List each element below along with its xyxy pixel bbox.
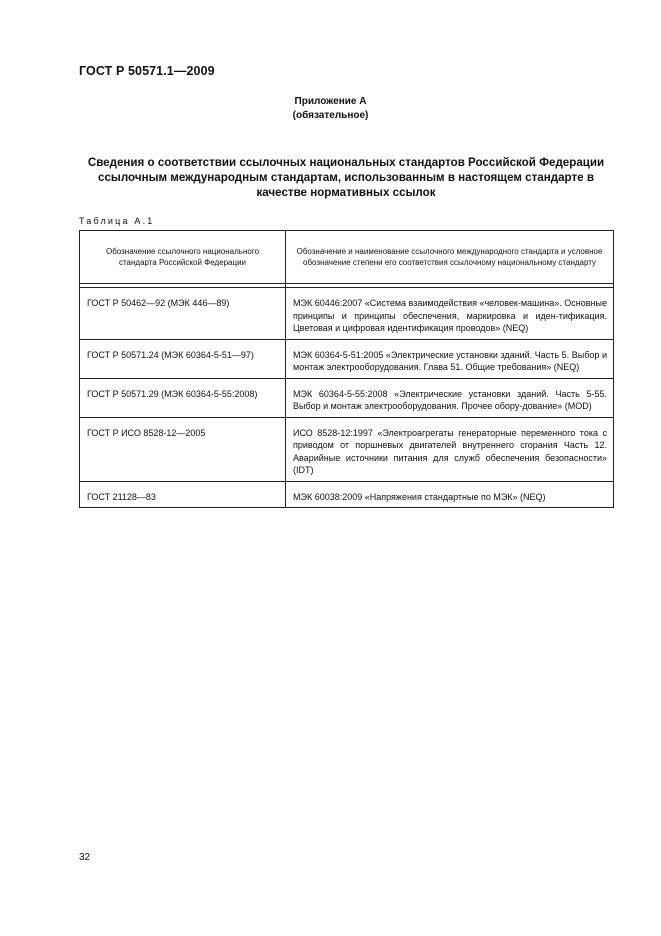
correspondence-table xyxy=(79,230,614,508)
page-number: 32 xyxy=(79,852,91,863)
table-row xyxy=(80,339,614,378)
international-standard-cell: МЭК 60364-5-55:2008 «Электрические установки зданий. Часть 5-55. Выбор и монтаж электрооборудования. Прочее обору-дование» (MOD) xyxy=(286,378,614,417)
appendix-status: (обязательное) xyxy=(292,110,369,121)
national-standard-cell: ГОСТ Р 50571.24 (МЭК 60364-5-51—97) xyxy=(80,339,286,378)
national-standard-cell: ГОСТ Р ИСО 8528-12—2005 xyxy=(80,417,286,481)
national-standard-cell: ГОСТ 21128—83 xyxy=(80,481,286,508)
international-standard-cell: МЭК 60364-5-51:2005 «Электрические установки зданий. Часть 5. Выбор и монтаж электрооборудования. Глава 51. Общие требования» (NEQ) xyxy=(286,339,614,378)
table-row xyxy=(80,378,614,417)
header-national-standard: Обозначение ссылочного национального стандарта Российской Федерации xyxy=(80,231,286,284)
document-code: ГОСТ Р 50571.1—2009 xyxy=(79,64,215,78)
header-international-standard: Обозначение и наименование ссылочного международного стандарта и условное обозначение степени его соответствия ссылочному национальному стандарту xyxy=(286,231,614,284)
appendix-title: Приложение А xyxy=(294,96,367,107)
international-standard-cell: ИСО 8528-12:1997 «Электроагрегаты генераторные переменного тока с приводом от поршневых двигателей внутреннего сгорания Часть 12. Аварийные источники питания для служб обеспечения безопасности» (IDT) xyxy=(286,417,614,481)
national-standard-cell: ГОСТ Р 50462—92 (МЭК 446—89) xyxy=(80,288,286,340)
section-heading: Сведения о соответствии ссылочных национальных стандартов Российской Федерации ссылочным международным стандартам, использованным в настоящем стандарте в качестве нормативных ссылок xyxy=(87,156,605,199)
table-row xyxy=(80,481,614,508)
appendix-header xyxy=(0,95,661,123)
national-standard-cell: ГОСТ Р 50571.29 (МЭК 60364-5-55:2008) xyxy=(80,378,286,417)
table-header-row xyxy=(80,231,614,284)
international-standard-cell: МЭК 60038:2009 «Напряжения стандартные по МЭК» (NEQ) xyxy=(286,481,614,508)
table-label: Таблица А.1 xyxy=(79,216,155,226)
table-row xyxy=(80,288,614,340)
international-standard-cell: МЭК 60446:2007 «Система взаимодействия «человек-машина». Основные принципы и принципы обеспечения, маркировка и иден-тификация. Цветовая и цифровая идентификация проводов» (NEQ) xyxy=(286,288,614,340)
table-row xyxy=(80,417,614,481)
